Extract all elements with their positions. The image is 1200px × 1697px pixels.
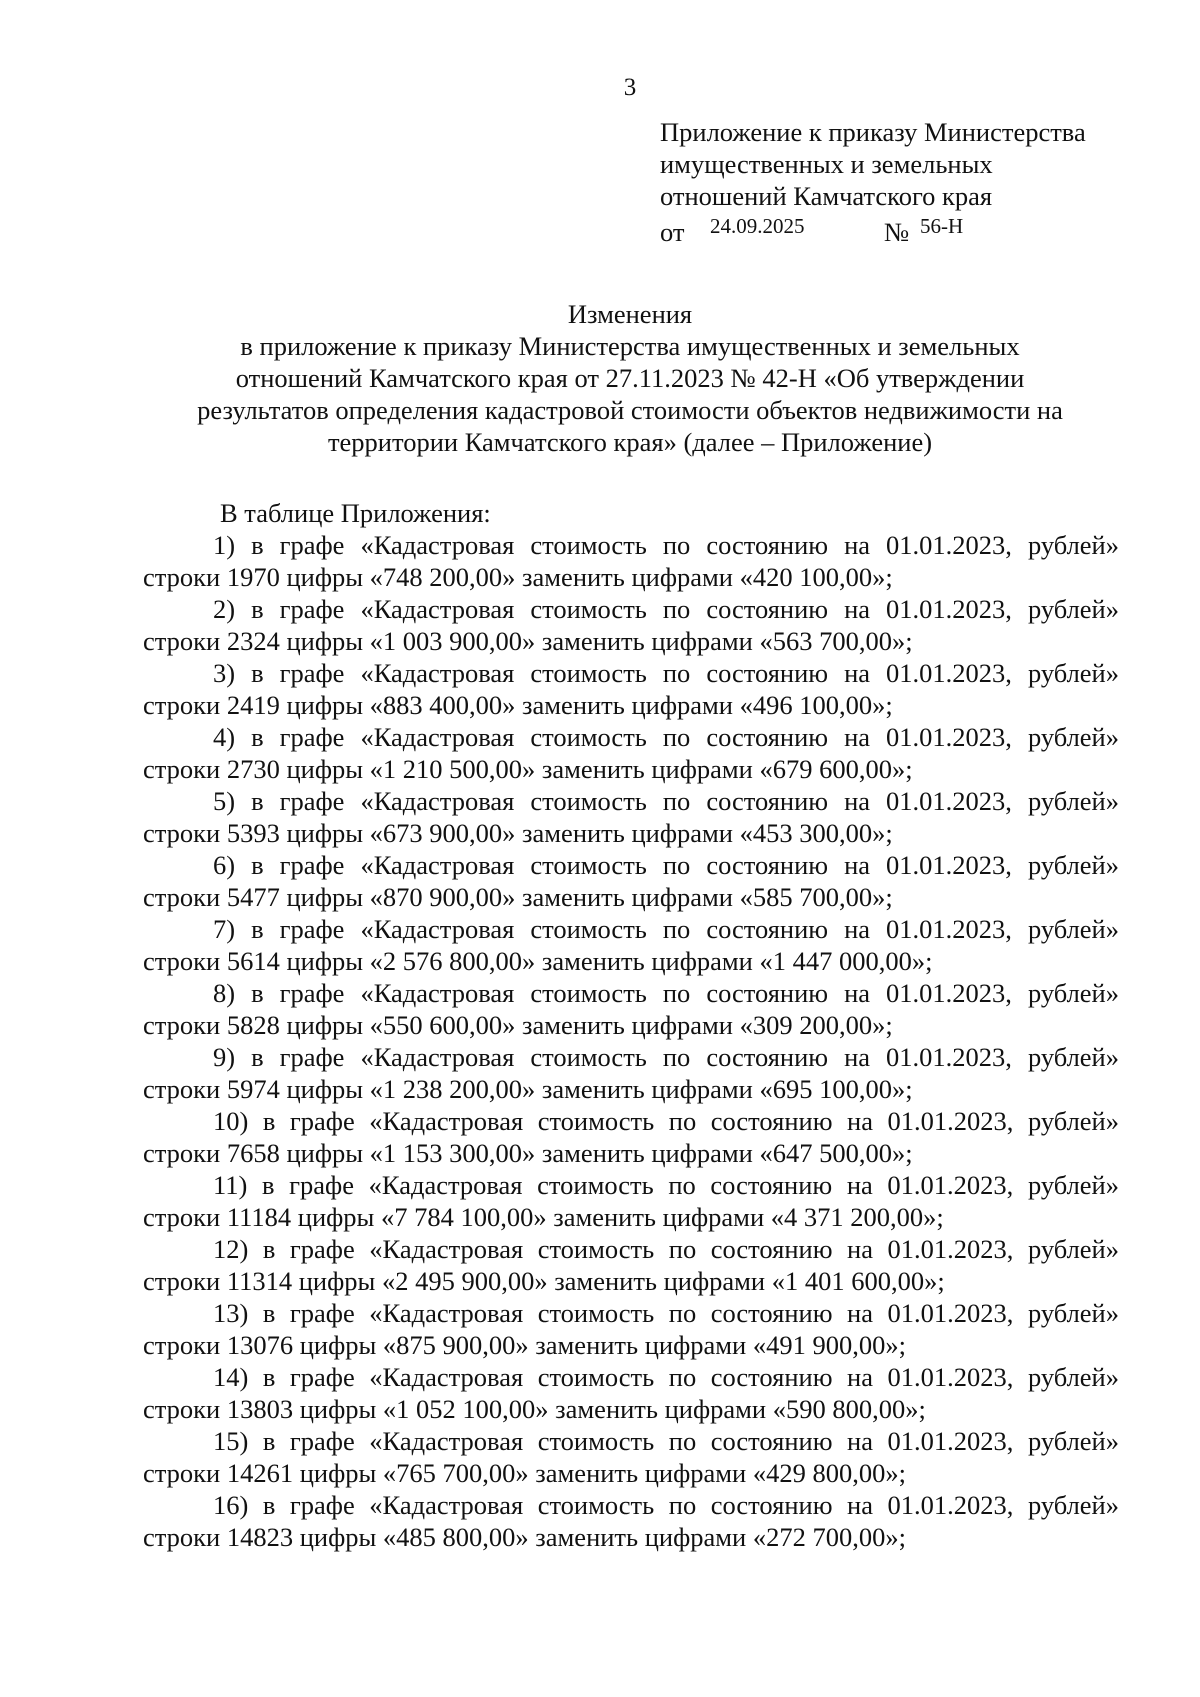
appendix-line: Приложение к приказу Министерства [660,117,1086,147]
title-heading: Изменения [567,299,693,329]
order-number: 56-Н [920,214,964,238]
amendment-item [143,1489,1119,1553]
amendment-item [143,785,1119,849]
date-prefix: от [660,217,685,247]
amendment-item-line-1: 12) в графе «Кадастровая стоимость по состоянию на 01.01.2023, рублей» [213,1234,1119,1264]
amendment-list [143,529,1119,1553]
amendment-item-line-1: 13) в графе «Кадастровая стоимость по состоянию на 01.01.2023, рублей» [213,1298,1119,1328]
amendment-item-line-1: 1) в графе «Кадастровая стоимость по состоянию на 01.01.2023, рублей» [213,530,1119,560]
amendment-item-line-2: строки 5477 цифры «870 900,00» заменить цифрами «585 700,00»; [143,882,893,912]
amendment-item-line-1: 8) в графе «Кадастровая стоимость по состоянию на 01.01.2023, рублей» [213,978,1119,1008]
amendment-item-line-1: 10) в графе «Кадастровая стоимость по состоянию на 01.01.2023, рублей» [213,1106,1119,1136]
document-title [140,298,1120,458]
amendment-item-line-2: строки 5828 цифры «550 600,00» заменить цифрами «309 200,00»; [143,1010,893,1040]
amendment-item [143,529,1119,593]
amendment-item-line-2: строки 5614 цифры «2 576 800,00» заменить цифрами «1 447 000,00»; [143,946,933,976]
amendment-item-line-1: 4) в графе «Кадастровая стоимость по состоянию на 01.01.2023, рублей» [213,722,1119,752]
amendment-item-line-2: строки 13076 цифры «875 900,00» заменить цифрами «491 900,00»; [143,1330,906,1360]
appendix-line: имущественных и земельных [660,149,993,179]
title-line: в приложение к приказу Министерства имущественных и земельных [240,331,1020,361]
amendment-item-line-1: 5) в графе «Кадастровая стоимость по состоянию на 01.01.2023, рублей» [213,786,1119,816]
amendment-item-line-2: строки 5974 цифры «1 238 200,00» заменить цифрами «695 100,00»; [143,1074,913,1104]
document-body [143,497,1119,1553]
appendix-line: отношений Камчатского края [660,181,993,211]
amendment-item-line-2: строки 2324 цифры «1 003 900,00» заменить цифрами «563 700,00»; [143,626,913,656]
title-line: отношений Камчатского края от 27.11.2023 № 42-Н «Об утверждении [235,363,1025,393]
amendment-item-line-2: строки 14261 цифры «765 700,00» заменить цифрами «429 800,00»; [143,1458,906,1488]
amendment-item-line-1: 3) в графе «Кадастровая стоимость по состоянию на 01.01.2023, рублей» [213,658,1119,688]
amendment-item-line-1: 2) в графе «Кадастровая стоимость по состоянию на 01.01.2023, рублей» [213,594,1119,624]
appendix-header [660,116,1180,248]
amendment-item-line-1: 7) в графе «Кадастровая стоимость по состоянию на 01.01.2023, рублей» [213,914,1119,944]
amendment-item [143,657,1119,721]
number-sign: № [884,217,910,247]
amendment-item-line-1: 9) в графе «Кадастровая стоимость по состоянию на 01.01.2023, рублей» [213,1042,1119,1072]
amendment-item [143,1361,1119,1425]
amendment-item-line-1: 11) в графе «Кадастровая стоимость по состоянию на 01.01.2023, рублей» [213,1170,1119,1200]
amendment-item [143,1169,1119,1233]
amendment-item [143,1297,1119,1361]
amendment-item [143,1041,1119,1105]
amendment-item-line-2: строки 2730 цифры «1 210 500,00» заменить цифрами «679 600,00»; [143,754,913,784]
amendment-item-line-2: строки 11184 цифры «7 784 100,00» заменить цифрами «4 371 200,00»; [143,1202,944,1232]
intro-paragraph: В таблице Приложения: [220,498,491,528]
amendment-item [143,977,1119,1041]
amendment-item-line-2: строки 13803 цифры «1 052 100,00» заменить цифрами «590 800,00»; [143,1394,926,1424]
amendment-item [143,721,1119,785]
title-line: результатов определения кадастровой стоимости объектов недвижимости на [197,395,1063,425]
amendment-item [143,849,1119,913]
amendment-item-line-2: строки 7658 цифры «1 153 300,00» заменить цифрами «647 500,00»; [143,1138,913,1168]
amendment-item [143,593,1119,657]
amendment-item [143,913,1119,977]
amendment-item-line-1: 15) в графе «Кадастровая стоимость по состоянию на 01.01.2023, рублей» [213,1426,1119,1456]
order-date-line [660,212,1180,248]
amendment-item-line-2: строки 11314 цифры «2 495 900,00» заменить цифрами «1 401 600,00»; [143,1266,945,1296]
amendment-item-line-2: строки 14823 цифры «485 800,00» заменить цифрами «272 700,00»; [143,1522,906,1552]
amendment-item-line-2: строки 5393 цифры «673 900,00» заменить цифрами «453 300,00»; [143,818,893,848]
amendment-item-line-2: строки 2419 цифры «883 400,00» заменить цифрами «496 100,00»; [143,690,893,720]
amendment-item-line-1: 6) в графе «Кадастровая стоимость по состоянию на 01.01.2023, рублей» [213,850,1119,880]
amendment-item-line-1: 16) в графе «Кадастровая стоимость по состоянию на 01.01.2023, рублей» [213,1490,1119,1520]
page-number: 3 [623,74,637,101]
title-line: территории Камчатского края» (далее – Приложение) [327,427,933,457]
order-date: 24.09.2025 [710,214,805,238]
amendment-item [143,1425,1119,1489]
amendment-item-line-2: строки 1970 цифры «748 200,00» заменить цифрами «420 100,00»; [143,562,893,592]
amendment-item [143,1105,1119,1169]
amendment-item-line-1: 14) в графе «Кадастровая стоимость по состоянию на 01.01.2023, рублей» [213,1362,1119,1392]
amendment-item [143,1233,1119,1297]
